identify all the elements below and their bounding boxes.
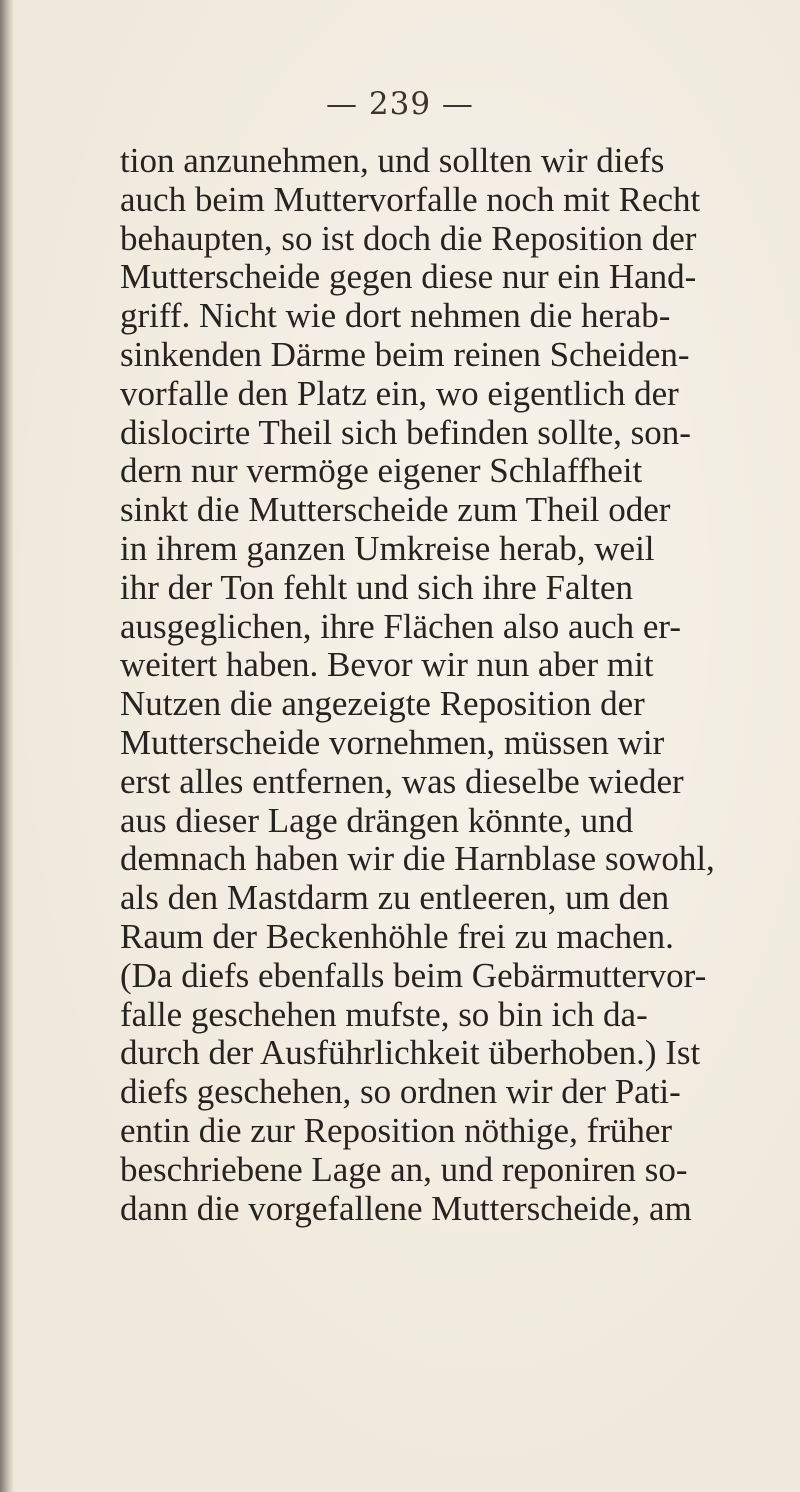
- text-line: entin die zur Reposition nöthige, früher: [120, 1110, 673, 1150]
- text-line: ihr der Ton fehlt und sich ihre Falten: [120, 567, 634, 607]
- text-line: als den Mastdarm zu entleeren, um den: [120, 878, 670, 918]
- text-line: Mutterscheide gegen diese nur ein Hand-: [120, 257, 697, 297]
- text-line: sinkenden Därme beim reinen Scheiden-: [120, 334, 690, 374]
- text-line: erst alles entfernen, was dieselbe wieder: [120, 761, 684, 801]
- text-line: ausgeglichen, ihre Flächen also auch er-: [120, 606, 682, 646]
- page-number-header: — 239 —: [326, 86, 474, 122]
- text-line: dern nur vermöge eigener Schlaffheit: [120, 451, 643, 491]
- text-line: demnach haben wir die Harnblase sowohl,: [120, 839, 715, 879]
- page-edge-shadow: [0, 0, 14, 1492]
- text-line: diefs geschehen, so ordnen wir der Pati-: [120, 1072, 681, 1112]
- text-line: durch der Ausführlichkeit überhoben.) Ist: [120, 1033, 701, 1073]
- text-line: weitert haben. Bevor wir nun aber mit: [120, 645, 654, 685]
- text-line: tion anzunehmen, und sollten wir diefs: [120, 141, 665, 180]
- text-line: beschriebene Lage an, und reponiren so-: [120, 1149, 688, 1189]
- text-line: (Da diefs ebenfalls beim Gebärmuttervor-: [120, 955, 707, 995]
- text-line: Mutterscheide vornehmen, müssen wir: [120, 722, 665, 762]
- text-line: behaupten, so ist doch die Reposition der: [120, 218, 697, 258]
- body-text: [120, 142, 800, 1228]
- text-line: auch beim Muttervorfalle noch mit Recht: [120, 179, 701, 219]
- text-line: Nutzen die angezeigte Reposition der: [120, 684, 645, 724]
- text-line: vorfalle den Platz ein, wo eigentlich der: [120, 373, 679, 413]
- text-line: aus dieser Lage drängen könnte, und: [120, 800, 634, 840]
- text-line: dann die vorgefallene Mutterscheide, am: [120, 1188, 692, 1228]
- text-line: falle geschehen mufste, so bin ich da-: [120, 994, 648, 1034]
- text-line: Raum der Beckenhöhle frei zu machen.: [120, 916, 674, 956]
- text-line: griff. Nicht wie dort nehmen die herab-: [120, 296, 671, 336]
- text-line: dislocirte Theil sich befinden sollte, son-: [120, 412, 691, 452]
- text-line: in ihrem ganzen Umkreise herab, weil: [120, 528, 655, 568]
- text-line: sinkt die Mutterscheide zum Theil oder: [120, 490, 671, 530]
